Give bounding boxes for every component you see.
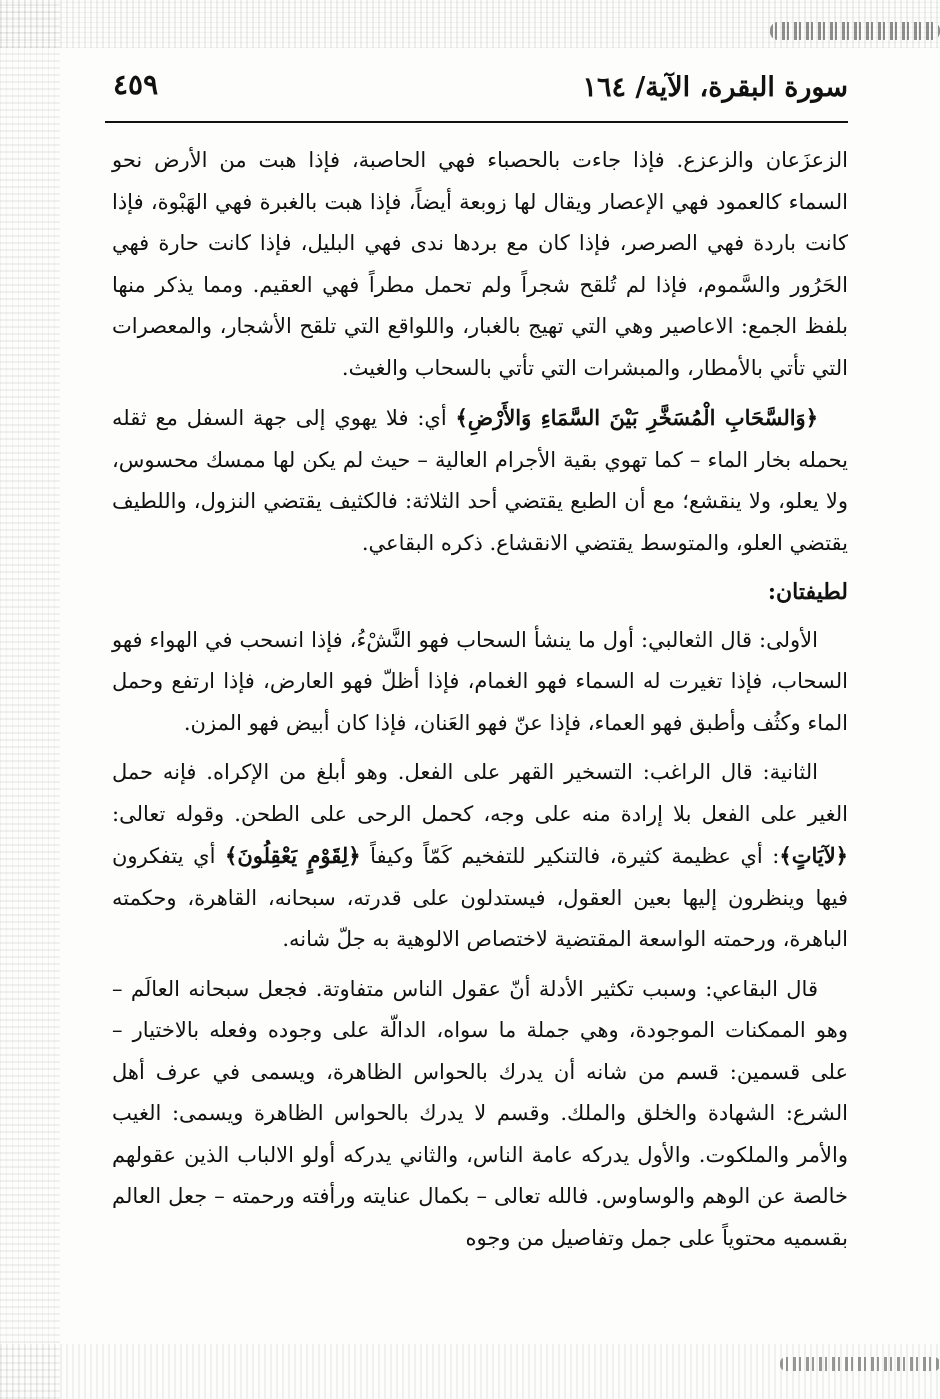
scan-border-bottom <box>0 1344 940 1399</box>
running-title: سورة البقرة، الآية/ ١٦٤ <box>582 72 848 103</box>
ornament-top <box>770 22 940 40</box>
paragraph-clouds <box>112 397 848 564</box>
quran-quote-ayat: ﴿لآيَاتٍ﴾ <box>779 843 848 868</box>
paragraph-first-subtlety: الأولى: قال الثعالبي: أول ما ينشأ السحاب فهو النَّشْءُ، فإذا انسحب في الهواء فهو السحاب، فإذا تغيرت له السماء فهو الغمام، فإذا أظلّ فهو العارض، فإذا ارتفع وحمل الماء وكثُف وأطبق فهو العماء، فإذا عنّ فهو العَنان، فإذا كان أبيض فهو المزن. <box>112 627 848 735</box>
paragraph-second-subtlety <box>112 752 848 961</box>
page-number: ٤٥٩ <box>113 68 159 101</box>
page-header <box>105 64 848 120</box>
header-rule <box>105 121 848 123</box>
body-text <box>112 140 848 1259</box>
paragraph-biqai: قال البقاعي: وسبب تكثير الأدلة أنّ عقول الناس متفاوتة. فجعل سبحانه العالَم – وهو الممكنات الموجودة، وهي جملة ما سواه، الدالّة على وجوده وفعله بالاختيار – على قسمين: قسم من شانه أن يدرك بالحواس الظاهرة، ويسمى في عرف أهل الشرع: الشهادة والخلق والملك. وقسم لا يدرك بالحواس الظاهرة ويسمى: الغيب والأمر والملكوت. والأول يدركه عامة الناس، والثاني يدركه أولو الالباب الذين عقولهم خالصة عن الوهم والوساوس. فالله تعالى – بكمال عنايته ورأفته ورحمته – جعل العالم بقسميه محتوياً على جمل وتفاصيل من وجوه <box>112 976 848 1250</box>
quran-quote-yaqilun: ﴿لِقَوْمٍ يَعْقِلُونَ﴾ <box>225 843 361 868</box>
quran-quote: ﴿وَالسَّحَابِ الْمُسَخَّرِ بَيْنَ السَّمَاءِ وَالأَرْضِ﴾ <box>455 405 818 430</box>
paragraph-second-text-c: أي يتفكرون فيها وينظرون إليها بعين العقول، فيستدلون على قدرته، سبحانه، القاهرة، وحكمته الباهرة، ورحمته الواسعة المقتضية لاختصاص الالوهية به جلّ شانه. <box>112 844 848 951</box>
scan-border-left <box>0 0 60 1399</box>
paragraph-second-text-b: : أي عظيمة كثيرة، فالتنكير للتفخيم كَمّاً وكيفاً <box>360 844 780 868</box>
paragraph-winds: الزعزَعان والزعزع. فإذا جاءت بالحصباء فهي الحاصبة، فإذا هبت من الأرض نحو السماء كالعمود فهي الإعصار ويقال لها زوبعة أيضاً، فإذا هبت بالغبرة فهي الهَبْوة، فإذا كانت باردة فهي الصرصر، فإذا كان مع بردها ندى فهي البليل، فإذا كانت حارة فهي الحَرُور والسَّموم، فإذا لم تُلقح شجراً ولم تحمل مطراً فهي العقيم. ومما يذكر منها بلفظ الجمع: الاعاصير وهي التي تهيج بالغبار، واللواقع التي تلقح الأشجار، والمعصرات التي تأتي بالأمطار، والمبشرات التي تأتي بالسحاب والغيث. <box>112 148 848 380</box>
paragraph-second-text-a: الثانية: قال الراغب: التسخير القهر على الفعل. وهو أبلغ من الإكراه. فإنه حمل الغير على الفعل بلا إرادة منه على وجه، كحمل الرحى على الطحن. وقوله تعالى: <box>112 760 848 826</box>
ornament-bottom <box>780 1357 940 1371</box>
paragraph-clouds-text: أي: فلا يهوي إلى جهة السفل مع ثقله يحمله بخار الماء – كما تهوي بقية الأجرام العالية – حيث لم يكن لها ممسك محسوس، ولا يعلو، ولا ينقشع؛ مع أن الطبع يقتضي أحد الثلاثة: فالكثيف يقتضي النزول، واللطيف يقتضي العلو، والمتوسط يقتضي الانقشاع. ذكره البقاعي. <box>112 406 848 555</box>
section-heading: لطيفتان: <box>767 579 848 605</box>
